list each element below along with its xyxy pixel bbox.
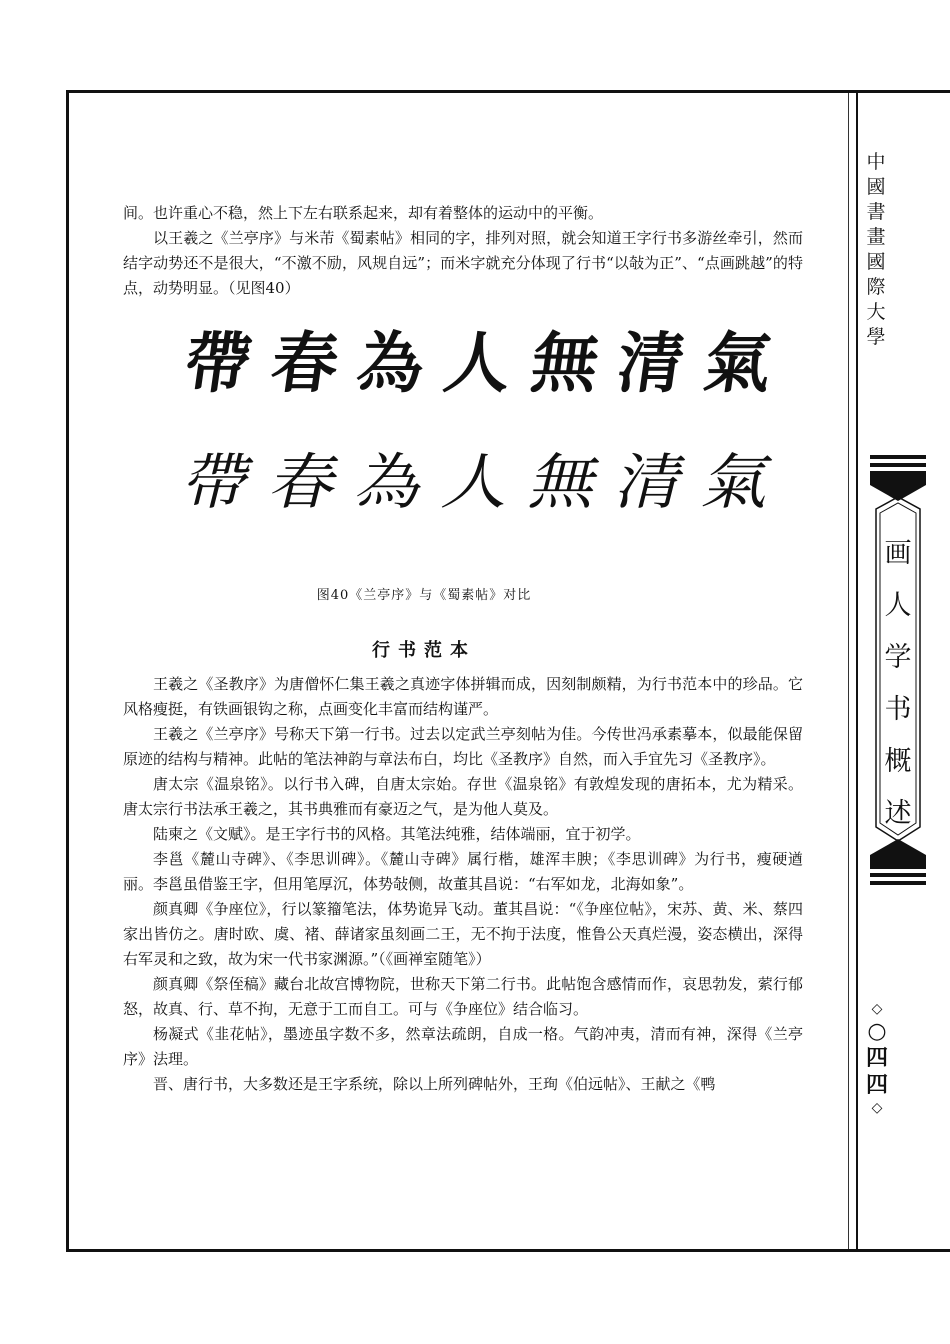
page-digit: 四 <box>865 1072 888 1098</box>
calligraphy-char: 無 <box>522 447 607 518</box>
margin-rule-thin <box>848 93 849 1249</box>
book-title-vertical <box>868 528 928 840</box>
school-char: 際 <box>866 276 886 298</box>
diamond-icon: ◇ <box>871 1100 883 1116</box>
page-digit: ○ <box>867 1018 887 1044</box>
book-title-char: 概 <box>884 746 912 777</box>
page-frame-left <box>66 90 69 1252</box>
book-title-char: 述 <box>884 798 912 829</box>
calligraphy-char: 無 <box>526 324 604 402</box>
body-text <box>123 672 803 1097</box>
calligraphy-char: 氣 <box>699 324 777 402</box>
paragraph: 王羲之《兰亭序》号称天下第一行书。过去以定武兰亭刻帖为佳。今传世冯承素摹本，似最能保留原迹的结构与精神。此帖的笔法神韵与章法布白，均比《圣教序》自然，而入手宜先习《圣教序》。 <box>123 725 803 768</box>
paragraph: 颜真卿《争座位》，行以篆籀笔法，体势诡异飞动。董其昌说：“《争座位帖》，宋苏、黄、米、蔡四家出皆仿之。唐时欧、虞、褚、薛诸家虽刻画二王，无不拘于法度，惟鲁公天真烂漫，姿态横出，深得右军灵和之致，故为宋一代书家渊源。”（《画禅室随笔》） <box>123 900 803 968</box>
calligraphy-row-shusutie <box>178 438 778 528</box>
school-char: 國 <box>866 176 886 198</box>
page-digit: 四 <box>865 1045 888 1071</box>
calligraphy-char: 氣 <box>696 447 780 518</box>
calligraphy-char: 清 <box>612 324 690 402</box>
calligraphy-char: 人 <box>439 324 517 402</box>
book-title-char: 画 <box>884 538 912 569</box>
figure-caption: 图40《兰亭序》与《蜀素帖》对比 <box>316 588 532 603</box>
calligraphy-char: 為 <box>352 324 430 402</box>
paragraph: 颜真卿《祭侄稿》藏台北故宫博物院，世称天下第二行书。此帖饱含感情而作，哀思勃发，萦行郁怒，故真、行、草不拘，无意于工而自工。可与《争座位》结合临习。 <box>123 975 803 1018</box>
page-number <box>858 1000 896 1117</box>
book-title-char: 学 <box>884 642 912 673</box>
book-title-char: 人 <box>884 590 912 621</box>
paragraph: 唐太宗《温泉铭》。以行书入碑，自唐太宗始。存世《温泉铭》有敦煌发现的唐拓本，尤为精采。唐太宗行书法承王羲之，其书典雅而有豪迈之气，是为他人莫及。 <box>123 775 803 818</box>
paragraph: 李邕《麓山寺碑》、《李思训碑》。《麓山寺碑》属行楷，雄浑丰腴；《李思训碑》为行书，瘦硬遒丽。李邕虽借鉴王字，但用笔厚沉，体势敧侧，故董其昌说：“右军如龙，北海如象”。 <box>123 850 803 893</box>
page-frame-top <box>66 90 950 93</box>
paragraph: 陆柬之《文赋》。是王字行书的风格。其笔法纯雅，结体端丽，宜于初学。 <box>153 825 641 843</box>
paragraph: 王羲之《圣教序》为唐僧怀仁集王羲之真迹字体拼辑而成，因刻制颇精，为行书范本中的珍品。它风格瘦挺，有铁画银钩之称，点画变化丰富而结构谨严。 <box>123 675 803 718</box>
paragraph: 间。也许重心不稳，然上下左右联系起来，却有着整体的运动中的平衡。 <box>123 204 604 222</box>
page-frame-bottom <box>66 1249 950 1252</box>
paragraph: 以王羲之《兰亭序》与米芾《蜀素帖》相同的字，排列对照，就会知道王字行书多游丝牵引，然而结字动势还不是很大，“不激不励，风规自远”；而米字就充分体现了行书“以敧为正”、“点画跳越”的特点，动势明显。（见图40） <box>123 229 803 297</box>
school-char: 畫 <box>866 226 886 248</box>
calligraphy-char: 帶 <box>176 447 260 518</box>
diamond-icon: ◇ <box>871 1001 883 1017</box>
school-char: 書 <box>866 201 886 223</box>
calligraphy-char: 清 <box>609 447 694 518</box>
calligraphy-char: 人 <box>436 447 520 518</box>
calligraphy-char: 春 <box>262 447 347 518</box>
school-char: 國 <box>866 251 886 273</box>
intro-text <box>123 201 803 301</box>
paragraph: 晋、唐行书，大多数还是王字系统，除以上所列碑帖外，王珣《伯远帖》、王献之《鸭 <box>153 1075 716 1093</box>
school-char: 中 <box>866 151 886 173</box>
section-title: 行书范本 <box>372 640 476 661</box>
calligraphy-row-lantingxu <box>178 318 778 408</box>
school-name-vertical <box>856 150 896 350</box>
book-title-char: 书 <box>884 694 912 725</box>
school-char: 大 <box>866 301 886 323</box>
paragraph: 杨凝式《韭花帖》，墨迹虽字数不多，然章法疏朗，自成一格。气韵冲夷，清而有神，深得《兰亭序》法理。 <box>123 1025 803 1068</box>
calligraphy-char: 為 <box>349 447 434 518</box>
calligraphy-char: 帶 <box>179 324 257 402</box>
school-char: 學 <box>866 326 886 348</box>
calligraphy-char: 春 <box>266 324 344 402</box>
